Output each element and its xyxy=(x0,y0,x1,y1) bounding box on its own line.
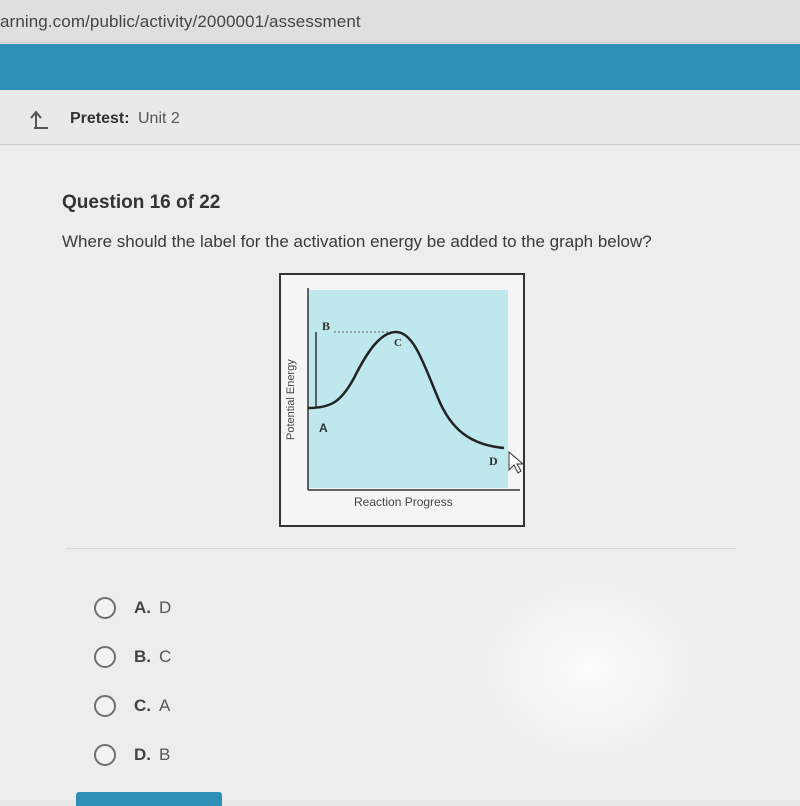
option-letter: A. xyxy=(134,598,151,617)
radio-icon[interactable] xyxy=(94,695,116,717)
question-number: Question 16 of 22 xyxy=(62,192,221,213)
option-text: C xyxy=(159,647,172,666)
option-text: D xyxy=(159,598,172,617)
label-a: A xyxy=(319,421,328,435)
submit-button[interactable] xyxy=(76,792,222,806)
pretest-label: Pretest: xyxy=(70,110,130,127)
radio-icon[interactable] xyxy=(94,597,116,619)
y-axis-label: Potential Energy xyxy=(285,359,297,440)
label-c: C xyxy=(394,337,402,349)
option-letter: C. xyxy=(134,696,151,715)
radio-icon[interactable] xyxy=(94,646,116,668)
question-prompt: Where should the label for the activation energy be added to the graph below? xyxy=(62,232,652,251)
browser-url-bar[interactable] xyxy=(0,0,800,43)
label-d: D xyxy=(489,454,498,468)
label-b: B xyxy=(322,319,331,333)
radio-icon[interactable] xyxy=(94,744,116,766)
option-d[interactable] xyxy=(94,741,170,769)
option-text: B xyxy=(159,745,171,764)
option-a[interactable] xyxy=(94,594,171,622)
x-axis-label: Reaction Progress xyxy=(354,495,453,509)
option-letter: B. xyxy=(134,647,151,666)
url-text[interactable]: arning.com/public/activity/2000001/assessment xyxy=(0,12,361,31)
option-text: A xyxy=(159,696,171,715)
plot-area xyxy=(308,290,508,488)
divider xyxy=(66,548,736,549)
back-arrow-icon[interactable] xyxy=(28,108,52,132)
option-letter: D. xyxy=(134,745,151,764)
option-b[interactable] xyxy=(94,643,171,671)
unit-label: Unit 2 xyxy=(138,110,180,127)
energy-diagram-figure xyxy=(276,270,528,530)
app-header-band xyxy=(0,44,800,90)
option-c[interactable] xyxy=(94,692,170,720)
